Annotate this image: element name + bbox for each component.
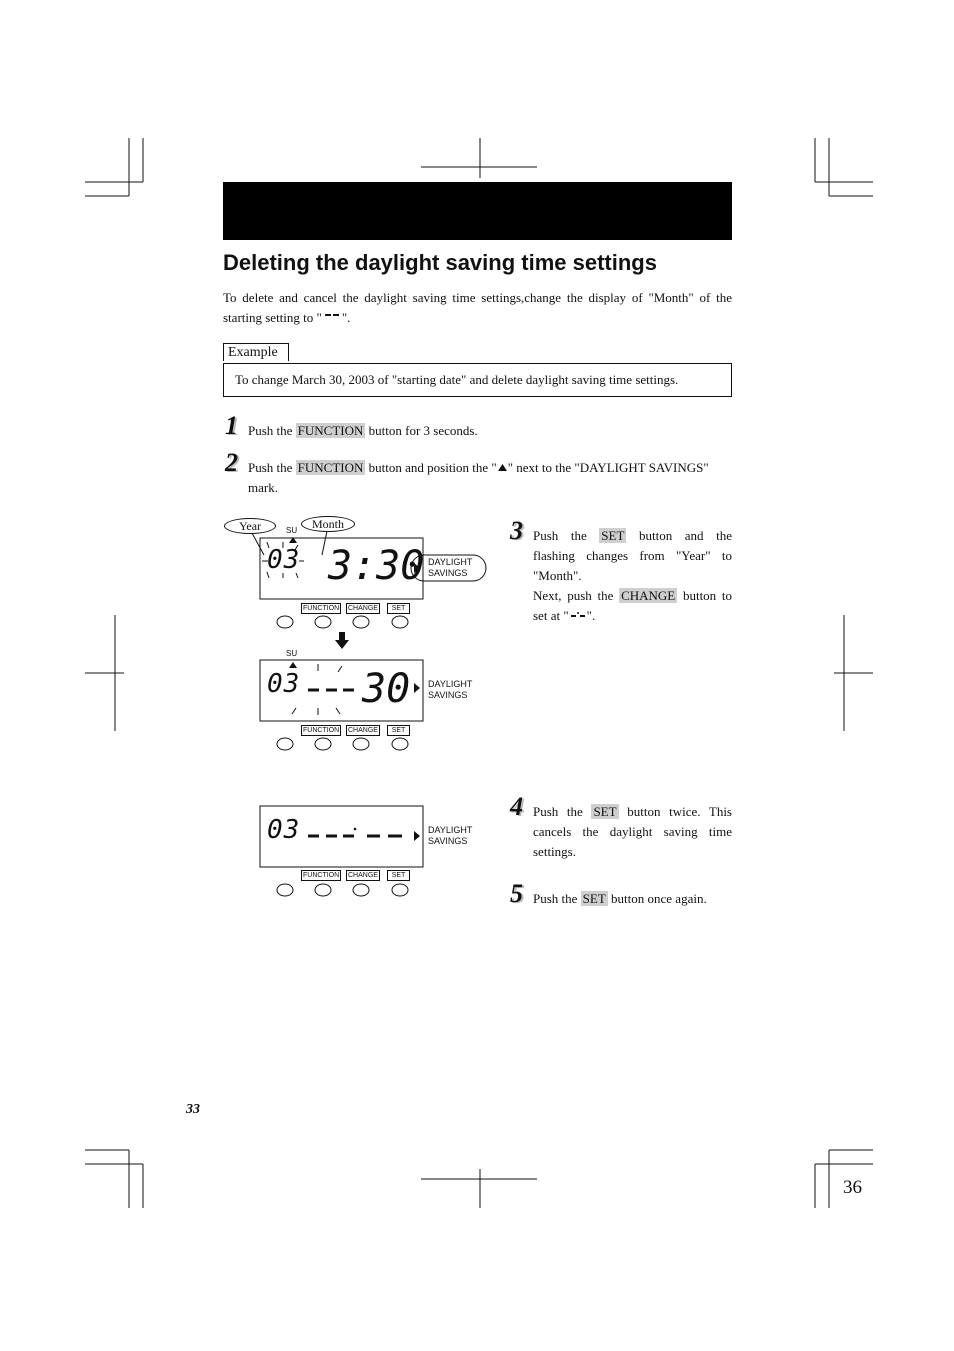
function-button-label: FUNCTION	[303, 605, 340, 612]
set-key-label: SET	[593, 804, 617, 819]
time-digits: 3:30	[328, 543, 425, 589]
ds-line-2: SAVINGS	[428, 690, 468, 700]
year-callout: Year	[224, 518, 276, 534]
function-key-label: FUNCTION	[297, 423, 364, 438]
double-dash-icon	[322, 312, 342, 322]
intro-line-2a: starting setting to "	[223, 310, 322, 325]
step-3-l5a: set at "	[533, 608, 569, 623]
step-3-line-1	[533, 526, 732, 546]
step-4-line-3: settings.	[533, 844, 576, 859]
year-digits: 03	[267, 545, 301, 575]
page-number-left: 33	[186, 1102, 200, 1117]
step-3-line-5	[533, 606, 732, 626]
step-2-mid: button and position the "	[365, 460, 497, 475]
ds-line-2: SAVINGS	[428, 836, 468, 846]
step-3-l5b: ".	[586, 608, 596, 623]
change-button-label: CHANGE	[348, 872, 378, 879]
ds-line-2: SAVINGS	[428, 568, 468, 578]
dash-colon-dash-icon	[569, 610, 587, 620]
step-3-number: 3	[510, 516, 523, 545]
step-5-text	[533, 889, 732, 909]
ds-line-1: DAYLIGHT	[428, 679, 473, 689]
step-3-l1b: button and the	[626, 528, 732, 543]
set-key-label: SET	[582, 891, 606, 906]
step-3-line-3: "Month".	[533, 568, 582, 583]
intro-text	[223, 288, 732, 328]
step-4-number: 4	[510, 792, 523, 821]
step-3-text	[533, 526, 732, 626]
step-3-line-2: flashing changes from "Year" to	[533, 548, 732, 563]
function-button-label: FUNCTION	[303, 727, 340, 734]
step-1-after: button for 3 seconds.	[365, 423, 478, 438]
daylight-savings-label	[428, 825, 472, 847]
step-2-number: 2	[225, 448, 238, 477]
page-number-right: 36	[843, 1177, 862, 1198]
clock-display-3	[222, 798, 492, 903]
step-5-before: Push the	[533, 891, 581, 906]
change-button-label: CHANGE	[348, 605, 378, 612]
intro-line-1: To delete and cancel the daylight saving time settings,change the display of "Month" of the	[223, 290, 732, 305]
triangle-up-icon	[497, 463, 508, 472]
intro-line-2	[223, 308, 732, 328]
function-key-label: FUNCTION	[297, 460, 364, 475]
step-4-line-1	[533, 802, 732, 822]
set-button-label: SET	[387, 603, 410, 614]
page-title: Deleting the daylight saving time settings	[223, 250, 657, 275]
section-banner	[223, 182, 732, 240]
step-4-l1a: Push the	[533, 804, 592, 819]
step-3-l4b: button to	[677, 588, 732, 603]
change-button-label: CHANGE	[348, 727, 378, 734]
step-3-l1a: Push the	[533, 528, 600, 543]
ds-line-1: DAYLIGHT	[428, 557, 473, 567]
daylight-savings-label	[428, 679, 472, 701]
step-2-line-2: mark.	[248, 480, 278, 495]
year-digits: 03	[267, 669, 301, 699]
intro-line-2b: ".	[341, 310, 351, 325]
step-5-after: button once again.	[607, 891, 707, 906]
su-label: SU	[286, 526, 298, 535]
step-2-line-1	[248, 458, 732, 478]
set-key-label: SET	[601, 528, 625, 543]
clock-display-2	[222, 645, 492, 755]
set-button-label: SET	[387, 725, 410, 736]
step-1-number: 1	[225, 411, 238, 440]
minute-digits: 30	[362, 666, 411, 712]
step-4-l1b: button twice. This	[618, 804, 732, 819]
month-callout: Month	[301, 516, 355, 532]
su-label: SU	[286, 649, 298, 658]
clock-display-1	[222, 515, 492, 635]
step-3-line-4	[533, 586, 732, 606]
step-3-l4a: Next, push the	[533, 588, 620, 603]
change-key-label: CHANGE	[621, 588, 676, 603]
daylight-savings-label	[428, 557, 472, 579]
year-digits: 03	[267, 815, 301, 845]
example-label: Example	[223, 343, 289, 361]
step-4-text	[533, 802, 732, 862]
ds-line-1: DAYLIGHT	[428, 825, 473, 835]
step-1-before: Push the	[248, 423, 296, 438]
set-button-label: SET	[387, 870, 410, 881]
step-1-text	[248, 421, 728, 441]
step-2-before: Push the	[248, 460, 296, 475]
step-4-line-2: cancels the daylight saving time	[533, 824, 732, 839]
step-2-text	[248, 458, 732, 498]
step-2-end: " next to the "DAYLIGHT SAVINGS"	[507, 460, 709, 475]
function-button-label: FUNCTION	[303, 872, 340, 879]
step-5-number: 5	[510, 879, 523, 908]
example-text: To change March 30, 2003 of "starting date" and delete daylight saving time settings.	[223, 363, 732, 397]
display-3-frame	[222, 798, 492, 903]
